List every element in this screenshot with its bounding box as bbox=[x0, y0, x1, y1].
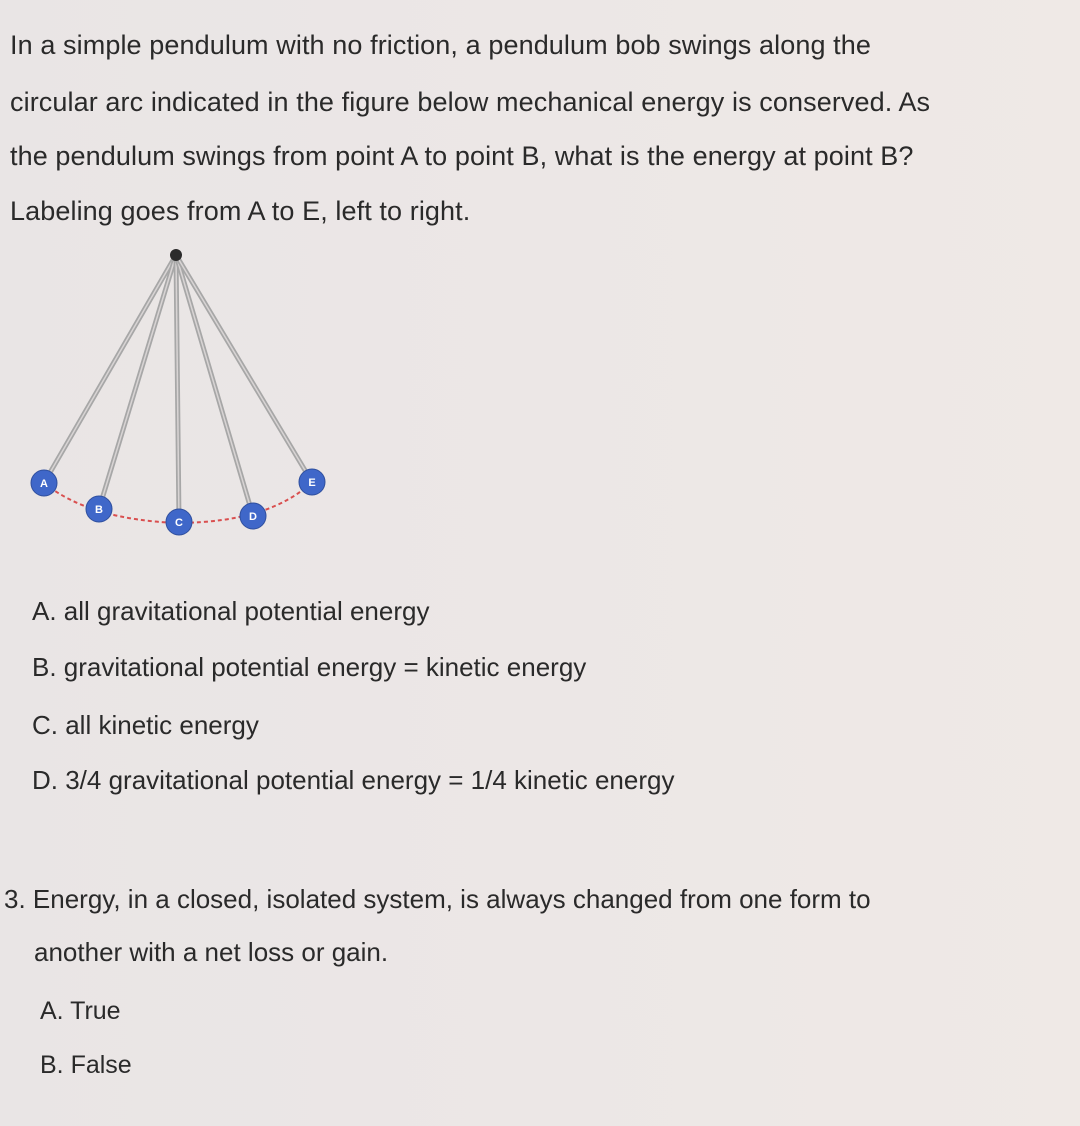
option-false[interactable]: B. False bbox=[40, 1051, 132, 1079]
question-text-line-1: In a simple pendulum with no friction, a pendulum bob swings along the bbox=[10, 30, 872, 60]
bob-label-c: C bbox=[175, 517, 183, 529]
option-d[interactable]: D. 3/4 gravitational potential energy = 1/4 kinetic energy bbox=[32, 765, 675, 795]
pendulum-strings bbox=[44, 255, 312, 522]
question-text-line-4: Labeling goes from A to E, left to right. bbox=[10, 196, 471, 226]
pivot-point bbox=[170, 249, 182, 261]
bob-label-d: D bbox=[249, 511, 257, 523]
bob-label-e: E bbox=[308, 477, 316, 489]
question-text-line-3: the pendulum swings from point A to point B, what is the energy at point B? bbox=[10, 141, 914, 171]
pendulum-figure bbox=[30, 240, 340, 550]
question-3-text-line-2: another with a net loss or gain. bbox=[34, 937, 389, 967]
string-highlight-a bbox=[44, 255, 176, 483]
string-highlight-d bbox=[176, 255, 253, 516]
option-c[interactable]: C. all kinetic energy bbox=[32, 710, 259, 740]
string-highlight-e bbox=[176, 255, 312, 482]
bob-label-b: B bbox=[95, 504, 103, 516]
bob-label-a: A bbox=[40, 478, 48, 490]
option-a[interactable]: A. all gravitational potential energy bbox=[32, 596, 430, 626]
question-3-text-line-1: 3. Energy, in a closed, isolated system, is always changed from one form to bbox=[4, 884, 871, 914]
option-b[interactable]: B. gravitational potential energy = kinetic energy bbox=[32, 652, 587, 682]
option-true[interactable]: A. True bbox=[40, 997, 121, 1025]
string-highlight-b bbox=[99, 255, 176, 509]
question-text-line-2: circular arc indicated in the figure below mechanical energy is conserved. As bbox=[10, 87, 931, 117]
